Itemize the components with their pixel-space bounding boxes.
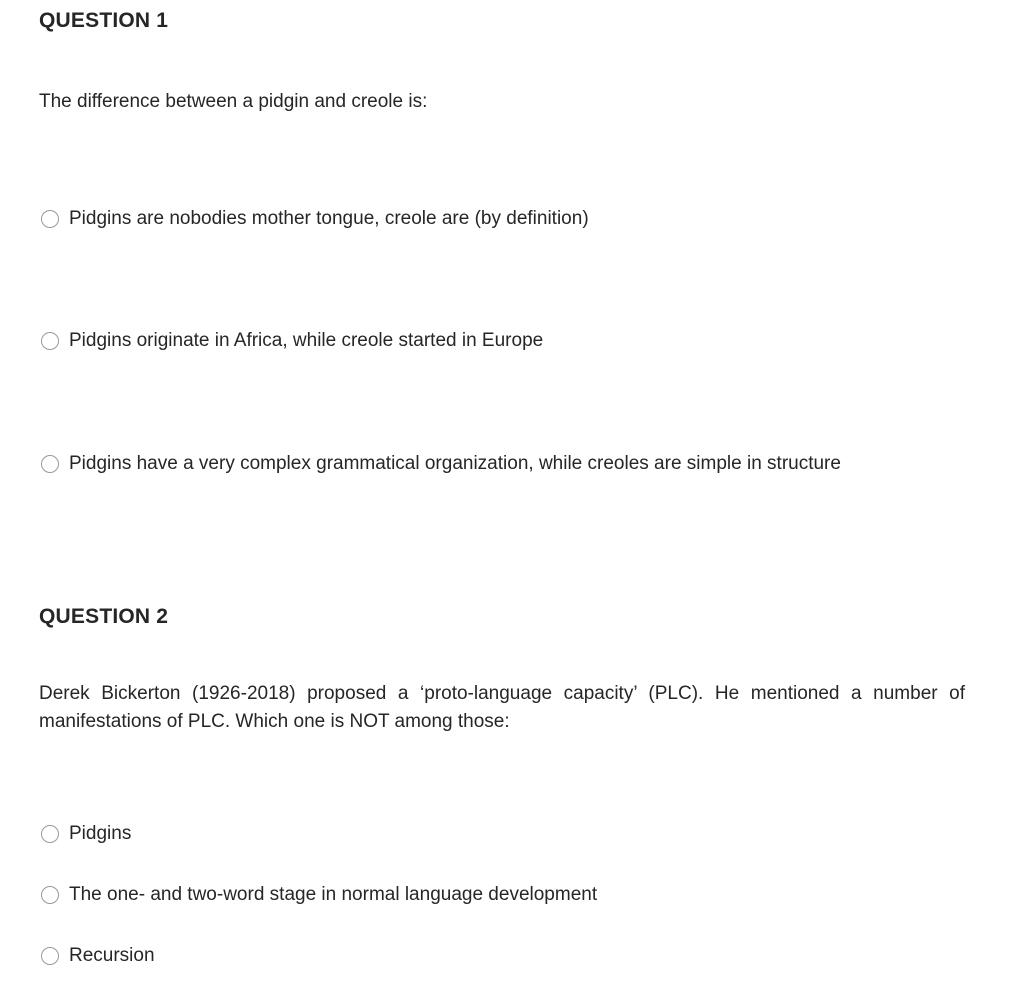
radio-button[interactable] (41, 210, 59, 228)
option-label: Recursion (69, 945, 155, 966)
option-label: Pidgins originate in Africa, while creole started in Europe (69, 330, 544, 351)
question-2-option-2[interactable] (41, 884, 597, 906)
question-1-prompt: The difference between a pidgin and creole is: (39, 91, 428, 112)
radio-button[interactable] (41, 947, 59, 965)
question-1-option-1[interactable] (41, 208, 589, 230)
radio-button[interactable] (41, 825, 59, 843)
option-label: Pidgins have a very complex grammatical organization, while creoles are simple in structure (69, 453, 841, 474)
option-label: The one- and two-word stage in normal language development (69, 884, 598, 905)
option-label: Pidgins are nobodies mother tongue, creole are (by definition) (69, 208, 589, 229)
question-2-prompt: Derek Bickerton (1926-2018) proposed a ‘proto-language capacity’ (PLC). He mentioned a number of manifestations of PLC. Which one is NOT among those: (39, 683, 965, 732)
question-1-title: QUESTION 1 (39, 9, 169, 32)
question-1-option-3[interactable] (41, 453, 841, 475)
radio-button[interactable] (41, 886, 59, 904)
option-label: Pidgins (69, 823, 132, 844)
question-2-title: QUESTION 2 (39, 605, 169, 628)
question-2-option-1[interactable] (41, 823, 131, 845)
radio-button[interactable] (41, 332, 59, 350)
radio-button[interactable] (41, 455, 59, 473)
question-1-option-2[interactable] (41, 330, 543, 352)
question-2-option-3[interactable] (41, 945, 155, 967)
